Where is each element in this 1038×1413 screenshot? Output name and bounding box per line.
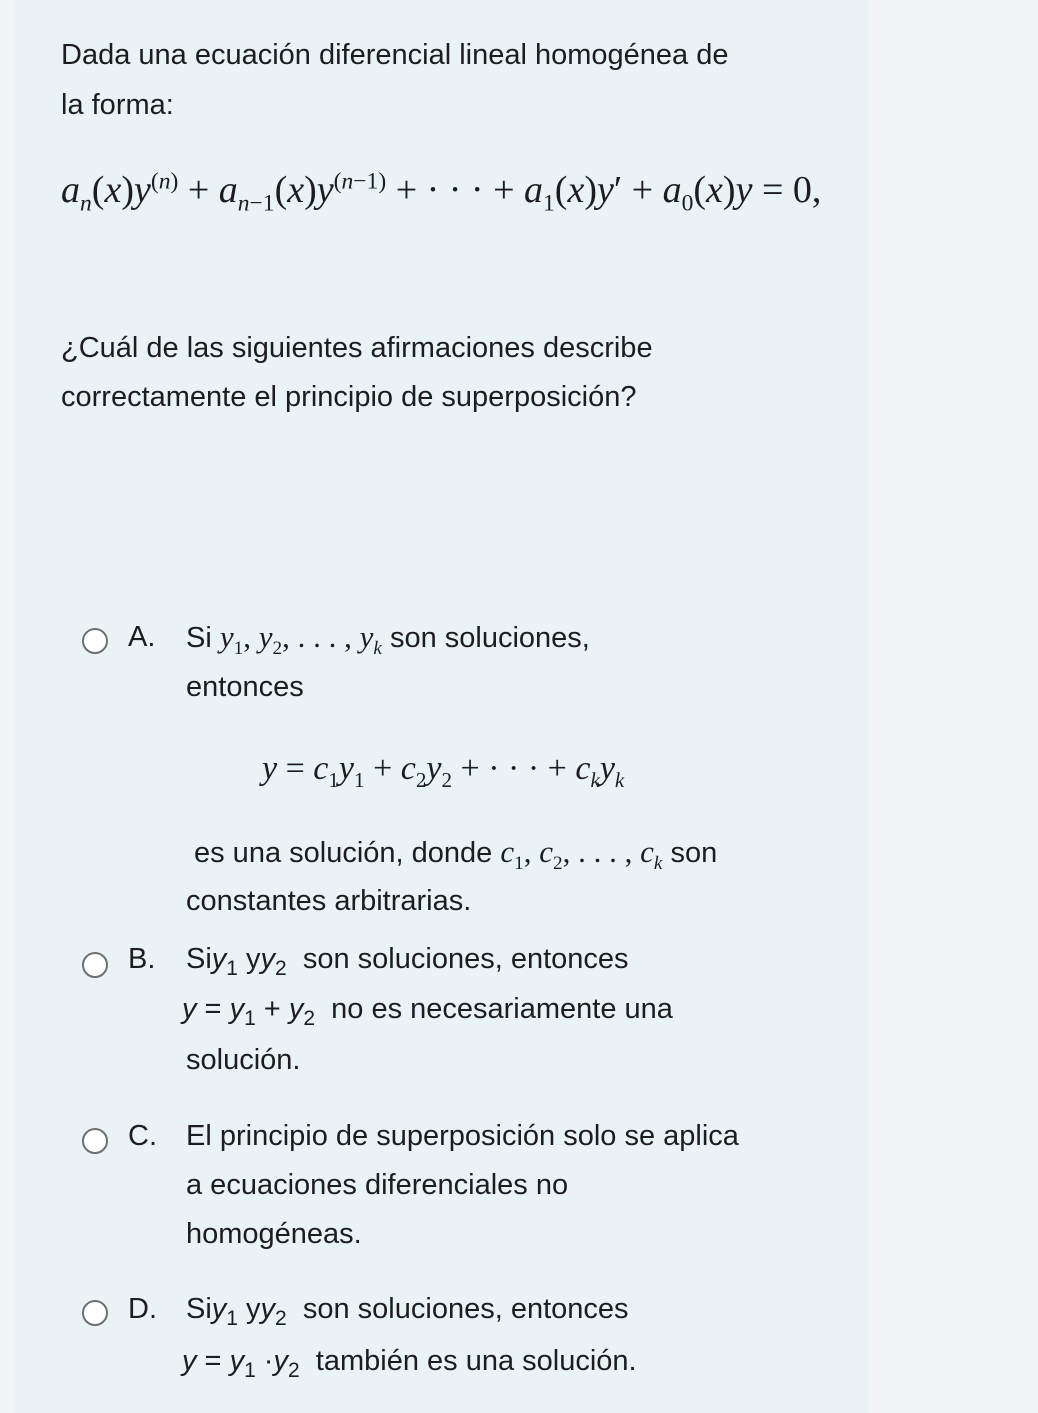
option-b-line2: $y = y_1 + y_2$ no es necesariamente una [182,993,673,1030]
question-intro-line2: la forma: [61,89,174,121]
option-c-line2: a ecuaciones diferenciales no [186,1169,569,1201]
option-d-letter: D. [128,1293,157,1325]
option-c-line1: El principio de superposición solo se aplica [186,1120,739,1152]
option-a-line3: es una solución, donde $c_1$, $c_2$, . . . , $c_k$ son [194,834,718,875]
option-b-line1: Siy$_1$ $yy_2$ son soluciones, entonces [186,943,629,980]
option-a-line2: entonces [186,671,304,703]
option-a-radio[interactable] [82,628,108,654]
option-c-radio[interactable] [82,1128,108,1154]
option-a-formula: $y = c_1y_1 + c_2y_2$ + · · · + $c_ky_k$ [262,750,625,792]
option-b-radio[interactable] [82,952,108,978]
option-a-line4: constantes arbitrarias. [186,885,472,917]
option-d-line2: $y = y_1 \cdot y_2$ también es una solución. [182,1345,637,1382]
option-b-line3: solución. [186,1044,301,1076]
question-prompt-line2: correctamente el principio de superposición? [61,381,637,413]
question-prompt-line1: ¿Cuál de las siguientes afirmaciones describe [61,332,653,364]
question-intro-line1: Dada una ecuación diferencial lineal homogénea de [61,39,729,71]
option-d-radio[interactable] [82,1300,108,1326]
option-c-line3: homogéneas. [186,1218,362,1250]
option-a-line1: Si $y_1$, $y_2$, . . . , $y_k$ son soluciones, [186,619,590,660]
option-c-letter: C. [128,1120,157,1152]
option-b-letter: B. [128,943,156,975]
option-a-letter: A. [128,621,156,653]
option-d-line1: Siy$_1$ $yy_2$ son soluciones, entonces [186,1293,629,1330]
equation: $a_n(x)y^{(n)} + a_{n-1}(x)y^{(n-1)}$ + · · · + $a_1(x)y' + a_0(x)y = 0$, [61,168,822,217]
